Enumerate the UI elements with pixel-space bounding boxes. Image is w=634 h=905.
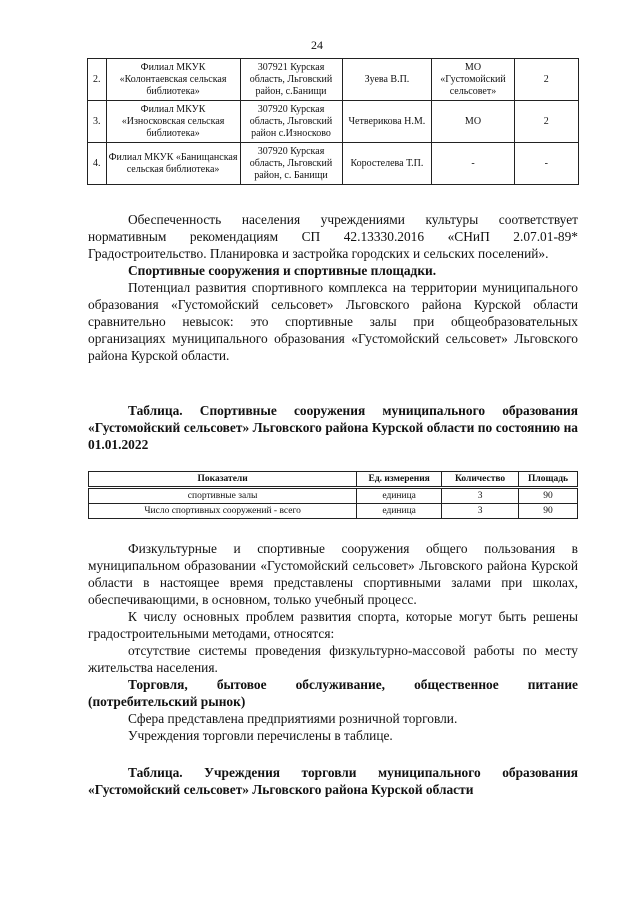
table-row [88,143,579,185]
table-cell: единица [357,488,442,504]
sport-table-title: Таблица. Спортивные сооружения муниципального образования «Густомойский сельсовет» Льговского района Курской области по состоянию на 01.01.2022 [88,403,578,452]
table-row [88,101,579,143]
paragraph-absence: отсутствие системы проведения физкультурно-массовой работы по месту жительства населения. [88,643,578,675]
table-cell: спортивные залы [89,488,357,504]
row-number: 3. [88,101,107,143]
paragraph-problems: К числу основных проблем развития спорта, которые могут быть решены градостроительными методами, относятся: [88,609,578,641]
sport-facilities-table [88,471,578,519]
library-address: 307921 Курская область, Льговский район, с.Банищи [240,59,342,101]
library-name: Филиал МКУК «Колонтаевская сельская библиотека» [106,59,240,101]
column-header: Площадь [519,472,578,488]
trade-table-title: Таблица. Учреждения торговли муниципального образования «Густомойский сельсовет» Льговского района Курской области [88,765,578,797]
library-mo: - [432,143,514,185]
table-cell: 3 [442,504,519,519]
trade-table-title-block [88,764,578,798]
column-header: Показатели [89,472,357,488]
section-provision [88,211,578,364]
library-count: 2 [514,59,578,101]
table-cell: Число спортивных сооружений - всего [89,504,357,519]
library-head: Зуева В.П. [342,59,432,101]
paragraph-provision: Обеспеченность населения учреждениями культуры соответствует нормативным рекомендациям СП 42.13330.2016 «СНиП 2.07.01-89* Градостроительство. Планировка и застройка городских и сельских поселений». [88,212,578,261]
paragraph-trade-2: Учреждения торговли перечислены в таблице. [128,728,393,743]
sport-table-title-block [88,402,578,453]
table-cell: 90 [519,488,578,504]
table-row [89,488,578,504]
library-head: Коростелева Т.П. [342,143,432,185]
table-cell: единица [357,504,442,519]
column-header: Ед. измерения [357,472,442,488]
library-name: Филиал МКУК «Банищанская сельская библиотека» [106,143,240,185]
library-head: Четверикова Н.М. [342,101,432,143]
section-facilities [88,540,578,744]
libraries-table [87,58,579,185]
row-number: 2. [88,59,107,101]
library-mo: МО «Густомойский сельсовет» [432,59,514,101]
library-address: 307920 Курская область, Льговский район, с. Банищи [240,143,342,185]
library-mo: МО [432,101,514,143]
library-count: 2 [514,101,578,143]
paragraph-trade-1: Сфера представлена предприятиями розничной торговли. [128,711,458,726]
table-cell: 3 [442,488,519,504]
row-number: 4. [88,143,107,185]
column-header: Количество [442,472,519,488]
heading-sport: Спортивные сооружения и спортивные площадки. [128,263,437,278]
table-cell: 90 [519,504,578,519]
table-header-row [89,472,578,488]
heading-trade: Торговля, бытовое обслуживание, общественное питание (потребительский рынок) [88,677,578,709]
table-row [89,504,578,519]
library-count: - [514,143,578,185]
paragraph-facilities: Физкультурные и спортивные сооружения общего пользования в муниципальном образовании «Густомойский сельсовет» Льговского района Курской области в настоящее время представлены спортивными залами при школах, обеспечивающими, в основном, только учебный процесс. [88,541,578,607]
table-row [88,59,579,101]
library-name: Филиал МКУК «Износковская сельская библиотека» [106,101,240,143]
page-number: 24 [311,38,323,52]
paragraph-sport: Потенциал развития спортивного комплекса на территории муниципального образования «Густомойский сельсовет» Льговского района Курской области сравнительно невысок: это спортивные залы при общеобразовательных организациях муниципального образования «Густомойский сельсовет» Льговского района Курской области. [88,280,578,363]
library-address: 307920 Курская область, Льговский район с.Износково [240,101,342,143]
